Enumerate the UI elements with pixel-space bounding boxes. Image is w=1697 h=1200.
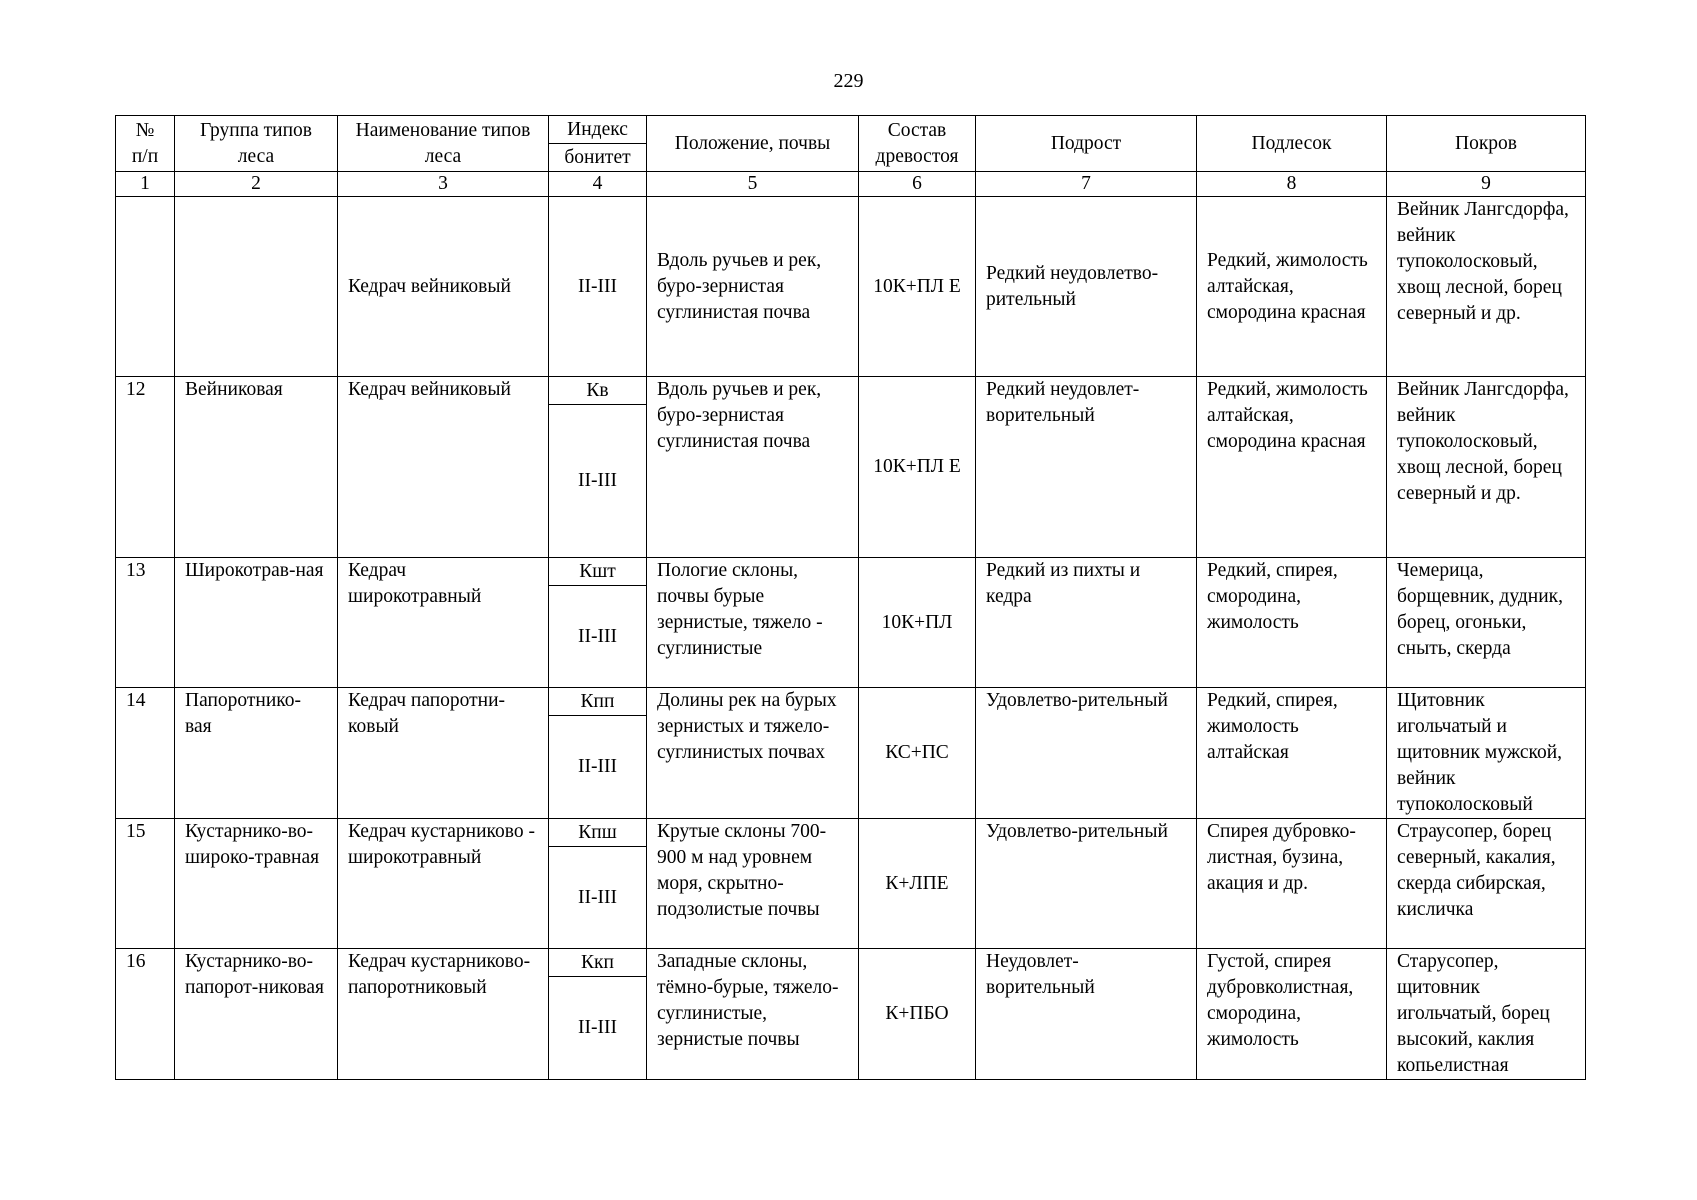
- header-undergrowth: Подрост: [976, 116, 1197, 172]
- forest-group: Широкотрав-ная: [175, 558, 338, 688]
- forest-group: Кустарнико-во-папорот-никовая: [175, 949, 338, 1080]
- header-bonitet: бонитет: [549, 144, 647, 172]
- ground-cover: Вейник Лангсдорфа, вейник тупоколосковый, хвощ лесной, борец северный и др.: [1387, 377, 1586, 558]
- underbrush: Редкий, жимолость алтайская, смородина красная: [1197, 197, 1387, 377]
- position-soil: Долины рек на бурых зернистых и тяжело-суглинистых почвах: [647, 688, 859, 819]
- bonitet-value: II-III: [549, 977, 647, 1080]
- forest-type-name: Кедрач вейниковый: [338, 197, 549, 377]
- header-index: Индекс: [549, 116, 647, 144]
- position-soil: Западные склоны, тёмно-бурые, тяжело-суглинистые, зернистые почвы: [647, 949, 859, 1080]
- ground-cover: Щитовник игольчатый и щитовник мужской, вейник тупоколосковый: [1387, 688, 1586, 819]
- header-composition: Состав древостоя: [859, 116, 976, 172]
- column-number: 2: [175, 172, 338, 197]
- row-number: 12: [116, 377, 175, 558]
- header-group: Группа типов леса: [175, 116, 338, 172]
- position-soil: Крутые склоны 700-900 м над уровнем моря, скрытно-подзолистые почвы: [647, 819, 859, 949]
- underbrush: Редкий, жимолость алтайская, смородина красная: [1197, 377, 1387, 558]
- forest-type-name: Кедрач широкотравный: [338, 558, 549, 688]
- column-number: 1: [116, 172, 175, 197]
- bonitet-value: II-III: [549, 405, 647, 558]
- forest-type-name: Кедрач папоротни-ковый: [338, 688, 549, 819]
- row-number: [116, 197, 175, 377]
- stand-composition: К+ПБО: [859, 949, 976, 1080]
- position-soil: Пологие склоны, почвы бурые зернистые, тяжело - суглинистые: [647, 558, 859, 688]
- underbrush: Густой, спирея дубровколистная, смородина, жимолость: [1197, 949, 1387, 1080]
- table-row: [116, 377, 1586, 405]
- position-soil: Вдоль ручьев и рек, буро-зернистая суглинистая почва: [647, 377, 859, 558]
- column-number: 9: [1387, 172, 1586, 197]
- stand-composition: 10К+ПЛ Е: [859, 377, 976, 558]
- header-row: [116, 116, 1586, 144]
- forest-type-name: Кедрач кустарниково - широкотравный: [338, 819, 549, 949]
- forest-group: Папоротнико-вая: [175, 688, 338, 819]
- column-number: 4: [549, 172, 647, 197]
- undergrowth: Редкий неудовлет-ворительный: [976, 377, 1197, 558]
- header-position: Положение, почвы: [647, 116, 859, 172]
- ground-cover: Чемерица, борщевник, дудник, борец, огоньки, сныть, скерда: [1387, 558, 1586, 688]
- table-row: [116, 949, 1586, 977]
- header-underbrush: Подлесок: [1197, 116, 1387, 172]
- index-value: Кв: [549, 377, 647, 405]
- undergrowth: Редкий из пихты и кедра: [976, 558, 1197, 688]
- column-number: 6: [859, 172, 976, 197]
- row-number: 16: [116, 949, 175, 1080]
- column-number-row: [116, 172, 1586, 197]
- table-row: [116, 558, 1586, 586]
- forest-types-table: [115, 115, 1586, 1080]
- column-number: 7: [976, 172, 1197, 197]
- table-row: [116, 197, 1586, 377]
- index-value: Кшт: [549, 558, 647, 586]
- ground-cover: Страусопер, борец северный, какалия, скерда сибирская, кисличка: [1387, 819, 1586, 949]
- stand-composition: КС+ПС: [859, 688, 976, 819]
- index-value: Кпп: [549, 688, 647, 716]
- index-value: Кпш: [549, 819, 647, 847]
- row-number: 14: [116, 688, 175, 819]
- undergrowth: Удовлетво-рительный: [976, 819, 1197, 949]
- stand-composition: К+ЛПЕ: [859, 819, 976, 949]
- forest-group: Кустарнико-во-широко-травная: [175, 819, 338, 949]
- index-value: Ккп: [549, 949, 647, 977]
- bonitet-value: II-III: [549, 586, 647, 688]
- column-number: 5: [647, 172, 859, 197]
- page-number: 229: [833, 70, 864, 92]
- row-number: 13: [116, 558, 175, 688]
- row-number: 15: [116, 819, 175, 949]
- bonitet-value: II-III: [549, 716, 647, 819]
- stand-composition: 10К+ПЛ: [859, 558, 976, 688]
- forest-group: Вейниковая: [175, 377, 338, 558]
- underbrush: Редкий, спирея, жимолость алтайская: [1197, 688, 1387, 819]
- undergrowth: Редкий неудовлетво-рительный: [976, 197, 1197, 377]
- bonitet-value: II-III: [549, 847, 647, 949]
- forest-group: [175, 197, 338, 377]
- ground-cover: Старусопер, щитовник игольчатый, борец высокий, каклия копьелистная: [1387, 949, 1586, 1080]
- undergrowth: Удовлетво-рительный: [976, 688, 1197, 819]
- stand-composition: 10К+ПЛ Е: [859, 197, 976, 377]
- column-number: 8: [1197, 172, 1387, 197]
- bonitet-value: II-III: [549, 197, 647, 377]
- ground-cover: Вейник Лангсдорфа, вейник тупоколосковый, хвощ лесной, борец северный и др.: [1387, 197, 1586, 377]
- header-num: № п/п: [116, 116, 175, 172]
- underbrush: Редкий, спирея, смородина, жимолость: [1197, 558, 1387, 688]
- column-number: 3: [338, 172, 549, 197]
- table-row: [116, 819, 1586, 847]
- forest-type-name: Кедрач вейниковый: [338, 377, 549, 558]
- position-soil: Вдоль ручьев и рек, буро-зернистая суглинистая почва: [647, 197, 859, 377]
- header-name: Наименование типов леса: [338, 116, 549, 172]
- forest-type-name: Кедрач кустарниково-папоротниковый: [338, 949, 549, 1080]
- header-cover: Покров: [1387, 116, 1586, 172]
- underbrush: Спирея дубровко-листная, бузина, акация и др.: [1197, 819, 1387, 949]
- undergrowth: Неудовлет-ворительный: [976, 949, 1197, 1080]
- table-row: [116, 688, 1586, 716]
